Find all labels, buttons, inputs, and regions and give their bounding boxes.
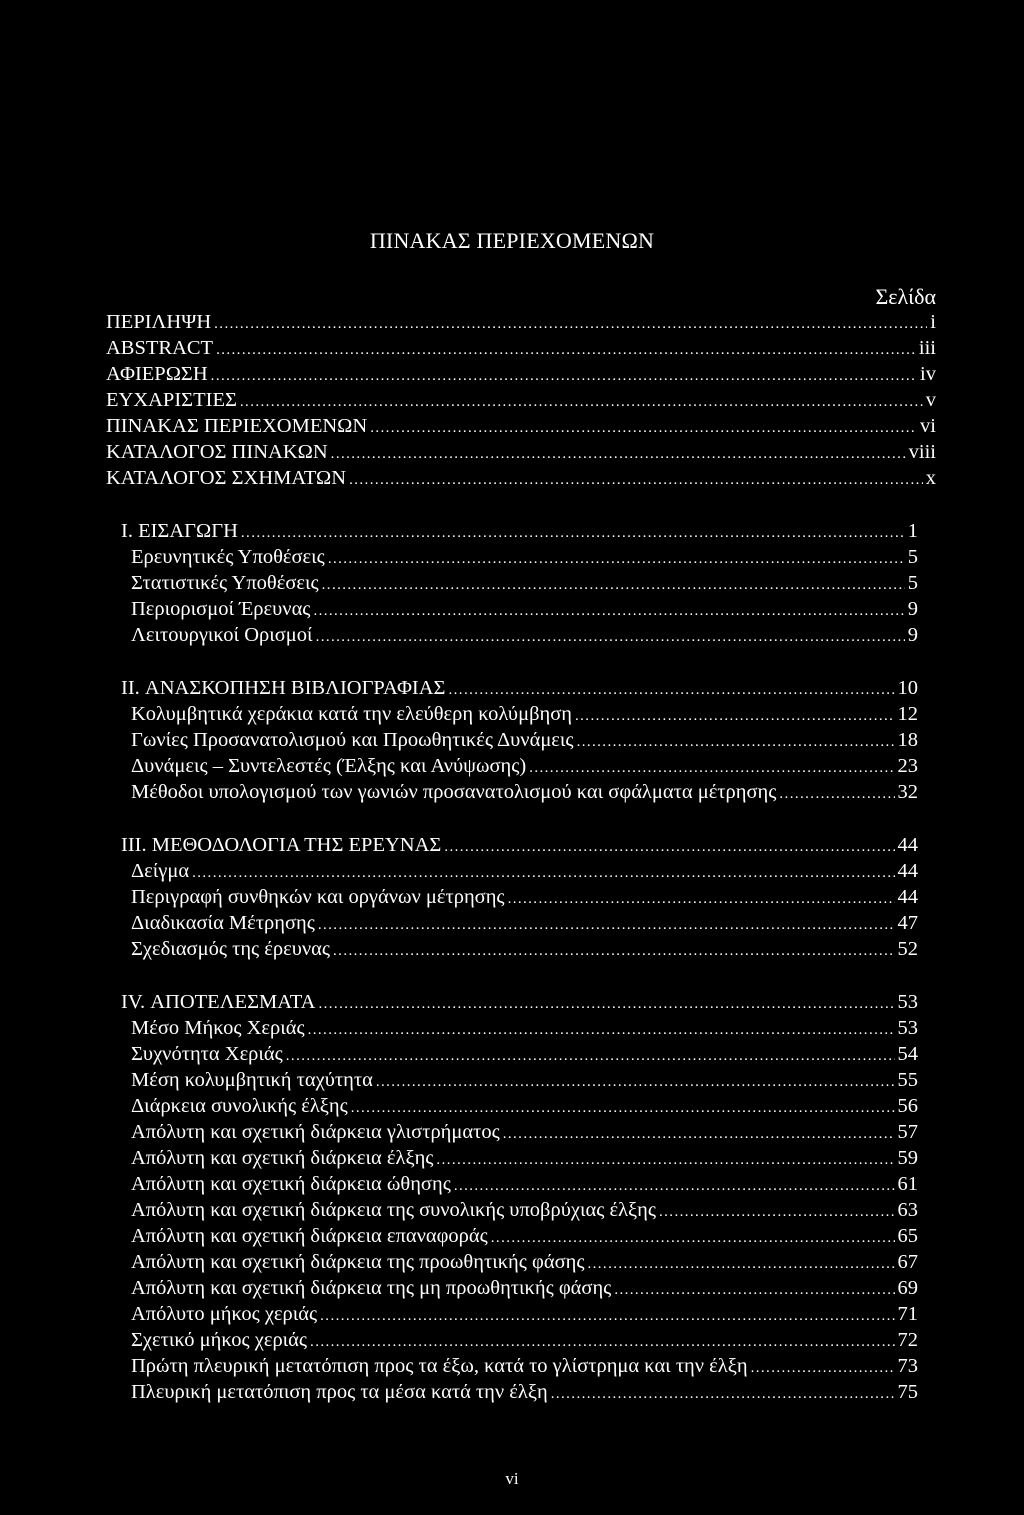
toc-entry-page: 10 — [897, 677, 918, 699]
toc-section[interactable] — [131, 570, 918, 596]
toc-section[interactable] — [131, 1301, 918, 1327]
toc-entry-page: 55 — [897, 1069, 918, 1091]
toc-entry-page: 23 — [897, 755, 918, 777]
leader-dots — [449, 677, 895, 703]
toc-section-label: Απόλυτη και σχετική διάρκεια ώθησης — [131, 1173, 451, 1195]
toc-entry-page: iii — [918, 337, 936, 359]
toc-section[interactable] — [131, 1249, 918, 1275]
leader-dots — [751, 1355, 895, 1381]
toc-section[interactable] — [131, 1275, 918, 1301]
leader-dots — [308, 1017, 895, 1043]
toc-section-label: Σχετικό μήκος χεριάς — [131, 1329, 308, 1351]
toc-entry-label: ΕΥΧΑΡΙΣΤΙΕΣ — [106, 389, 237, 411]
toc-section[interactable] — [131, 622, 918, 648]
toc-section-label: Διαδικασία Μέτρησης — [131, 912, 315, 934]
leader-dots — [376, 1069, 895, 1095]
toc-entry-page: 44 — [897, 860, 918, 882]
leader-dots — [577, 729, 895, 755]
toc-section-label: Απόλυτη και σχετική διάρκεια της προωθητικής φάσης — [131, 1251, 585, 1273]
toc-entry-page: 9 — [907, 624, 918, 646]
toc-entry-page: i — [930, 311, 936, 333]
leader-dots — [331, 441, 906, 467]
toc-section[interactable] — [131, 1223, 918, 1249]
toc-section-label: Γωνίες Προσανατολισμού και Προωθητικές Δυνάμεις — [131, 729, 574, 751]
leader-dots — [614, 1277, 894, 1303]
toc-entry-page: 47 — [897, 912, 918, 934]
toc-section-label: Λειτουργικοί Ορισμοί — [131, 624, 313, 646]
toc-section[interactable] — [131, 544, 918, 570]
toc-section-label: Απόλυτη και σχετική διάρκεια έλξης — [131, 1147, 434, 1169]
toc-section[interactable] — [131, 1171, 918, 1197]
toc-section-label: Ερευνητικές Υποθέσεις — [131, 546, 325, 568]
toc-entry-page: 52 — [897, 938, 918, 960]
leader-dots — [587, 1251, 894, 1277]
toc-entry-label: ΑΦΙΕΡΩΣΗ — [106, 363, 208, 385]
toc-entry-page: 44 — [897, 886, 918, 908]
leader-dots — [351, 1095, 895, 1121]
leader-dots — [320, 1303, 894, 1329]
toc-entry-page: 5 — [907, 546, 918, 568]
leader-dots — [370, 415, 917, 441]
toc-entry-page: 57 — [897, 1121, 918, 1143]
toc-section[interactable] — [131, 910, 918, 936]
toc-entry-front[interactable] — [106, 465, 936, 491]
leader-dots — [214, 311, 927, 337]
toc-entry-front[interactable] — [106, 439, 936, 465]
toc-section-label: Περιγραφή συνθηκών και οργάνων μέτρησης — [131, 886, 505, 908]
toc-entry-page: 5 — [907, 572, 918, 594]
leader-dots — [508, 886, 895, 912]
toc-entry-label: ΚΑΤΑΛΟΓΟΣ ΣΧΗΜΑΤΩΝ — [106, 467, 347, 489]
toc-entry-page: v — [925, 389, 936, 411]
toc-section-label: Μέσο Μήκος Χεριάς — [131, 1017, 305, 1039]
leader-dots — [551, 1381, 895, 1407]
leader-dots — [211, 363, 917, 389]
toc-entry-page: 44 — [897, 834, 918, 856]
toc-entry-page: 63 — [897, 1199, 918, 1221]
toc-entry-page: iv — [920, 363, 936, 385]
leader-dots — [310, 1329, 894, 1355]
leader-dots — [192, 860, 894, 886]
toc-section[interactable] — [131, 1067, 918, 1093]
leader-dots — [328, 546, 905, 572]
toc-entry-page: 69 — [897, 1277, 918, 1299]
toc-section-label: Πλευρική μετατόπιση προς τα μέσα κατά την έλξη — [131, 1381, 548, 1403]
toc-section-label: Περιορισμοί Έρευνας — [131, 598, 311, 620]
toc-section[interactable] — [131, 753, 918, 779]
toc-entry-page: 61 — [897, 1173, 918, 1195]
toc-section[interactable] — [131, 1093, 918, 1119]
toc-entry-label: ΠΕΡΙΛΗΨΗ — [106, 311, 212, 333]
toc-entry-page: 9 — [907, 598, 918, 620]
leader-dots — [529, 755, 894, 781]
toc-section[interactable] — [131, 1197, 918, 1223]
leader-dots — [313, 598, 904, 624]
toc-section-label: Συχνότητα Χεριάς — [131, 1043, 283, 1065]
leader-dots — [333, 938, 894, 964]
toc-entry-page: 56 — [897, 1095, 918, 1117]
toc-chapter-label: IV. ΑΠΟΤΕΛΕΣΜΑΤΑ — [121, 991, 316, 1013]
leader-dots — [491, 1225, 895, 1251]
toc-section[interactable] — [131, 1145, 918, 1171]
toc-section-label: Απόλυτη και σχετική διάρκεια της μη προωθητικής φάσης — [131, 1277, 612, 1299]
page-number: vi — [505, 1469, 519, 1488]
toc-section-label: Μέθοδοι υπολογισμού των γωνιών προσανατολισμού και σφάλματα μέτρησης — [131, 781, 777, 803]
leader-dots — [454, 1173, 895, 1199]
page-title: ΠΙΝΑΚΑΣ ΠΕΡΙΕΧΟΜΕΝΩΝ — [369, 228, 655, 253]
toc-entry-page: 71 — [897, 1303, 918, 1325]
toc-chapter-label: I. ΕΙΣΑΓΩΓΗ — [121, 520, 238, 542]
toc-entry-page: 59 — [897, 1147, 918, 1169]
toc-entry-front[interactable] — [106, 387, 936, 413]
toc-section-label: Πρώτη πλευρική μετατόπιση προς τα έξω, κατά το γλίστρημα και την έλξη — [131, 1355, 748, 1377]
toc-entry-page: 32 — [897, 781, 918, 803]
leader-dots — [779, 781, 894, 807]
leader-dots — [316, 624, 905, 650]
toc-section-label: Διάρκεια συνολικής έλξης — [131, 1095, 348, 1117]
toc-entry-label: ΠΙΝΑΚΑΣ ΠΕΡΙΕΧΟΜΕΝΩΝ — [106, 415, 368, 437]
toc-entry-page: 65 — [897, 1225, 918, 1247]
toc-entry-front[interactable] — [106, 413, 936, 439]
toc-chapter-label: III. ΜΕΘΟΔΟΛΟΓΙΑ ΤΗΣ ΕΡΕΥΝΑΣ — [121, 834, 442, 856]
toc-chapter[interactable] — [121, 675, 918, 701]
leader-dots — [659, 1199, 895, 1225]
toc-entry-front[interactable] — [106, 309, 936, 335]
toc-section-label: Κολυμβητικά χεράκια κατά την ελεύθερη κολύμβηση — [131, 703, 572, 725]
toc-section[interactable] — [131, 727, 918, 753]
toc-entry-front[interactable] — [106, 335, 936, 361]
toc-section-label: Απόλυτη και σχετική διάρκεια της συνολικής υποβρύχιας έλξης — [131, 1199, 656, 1221]
toc-section[interactable] — [131, 936, 918, 962]
leader-dots — [436, 1147, 894, 1173]
toc-entry-page: 12 — [897, 703, 918, 725]
toc-section[interactable] — [131, 858, 918, 884]
leader-dots — [216, 337, 916, 363]
toc-entry-page: 67 — [897, 1251, 918, 1273]
toc-section[interactable] — [131, 701, 918, 727]
toc-section-label: Απόλυτο μήκος χεριάς — [131, 1303, 318, 1325]
leader-dots — [575, 703, 895, 729]
toc-section-label: Στατιστικές Υποθέσεις — [131, 572, 319, 594]
toc-section[interactable] — [131, 1353, 918, 1379]
toc-entry-page: 1 — [907, 520, 918, 542]
toc-section-label: Δυνάμεις – Συντελεστές (Έλξης και Ανύψωσης) — [131, 755, 527, 777]
toc-entry-label: ΚΑΤΑΛΟΓΟΣ ΠΙΝΑΚΩΝ — [106, 441, 328, 463]
toc-section-label: Απόλυτη και σχετική διάρκεια γλιστρήματος — [131, 1121, 500, 1143]
toc-chapter[interactable] — [121, 832, 918, 858]
page-column-label: Σελίδα — [875, 284, 936, 309]
leader-dots — [240, 389, 923, 415]
toc-entry-page: 53 — [897, 991, 918, 1013]
toc-section[interactable] — [131, 779, 918, 805]
toc-section[interactable] — [131, 1327, 918, 1353]
toc-section[interactable] — [131, 1379, 918, 1405]
toc-entry-page: 53 — [897, 1017, 918, 1039]
toc-entry-page: 73 — [897, 1355, 918, 1377]
toc-section-label: Μέση κολυμβητική ταχύτητα — [131, 1069, 373, 1091]
leader-dots — [318, 912, 895, 938]
toc-section[interactable] — [131, 1015, 918, 1041]
leader-dots — [241, 520, 905, 546]
toc-section[interactable] — [131, 884, 918, 910]
toc-section-label: Σχεδιασμός της έρευνας — [131, 938, 331, 960]
toc-entry-page: 72 — [897, 1329, 918, 1351]
toc-chapter-label: II. ΑΝΑΣΚΟΠΗΣΗ ΒΙΒΛΙΟΓΡΑΦΙΑΣ — [121, 677, 446, 699]
toc-entry-page: vi — [920, 415, 936, 437]
toc-entry-page: 18 — [897, 729, 918, 751]
toc-chapter[interactable] — [121, 989, 918, 1015]
toc-entry-label: ABSTRACT — [106, 337, 214, 359]
toc-section[interactable] — [131, 1119, 918, 1145]
leader-dots — [318, 991, 894, 1017]
leader-dots — [349, 467, 923, 493]
toc-section-label: Απόλυτη και σχετική διάρκεια επαναφοράς — [131, 1225, 488, 1247]
toc-section[interactable] — [131, 1041, 918, 1067]
toc-chapter[interactable] — [121, 518, 918, 544]
leader-dots — [444, 834, 894, 860]
leader-dots — [503, 1121, 895, 1147]
leader-dots — [286, 1043, 895, 1069]
toc-entry-page: 54 — [897, 1043, 918, 1065]
toc-entry-page: viii — [908, 441, 936, 463]
toc-entry-front[interactable] — [106, 361, 936, 387]
toc-entry-page: 75 — [897, 1381, 918, 1403]
toc-section-label: Δείγμα — [131, 860, 190, 882]
leader-dots — [322, 572, 905, 598]
toc-entry-page: x — [925, 467, 936, 489]
toc-section[interactable] — [131, 596, 918, 622]
